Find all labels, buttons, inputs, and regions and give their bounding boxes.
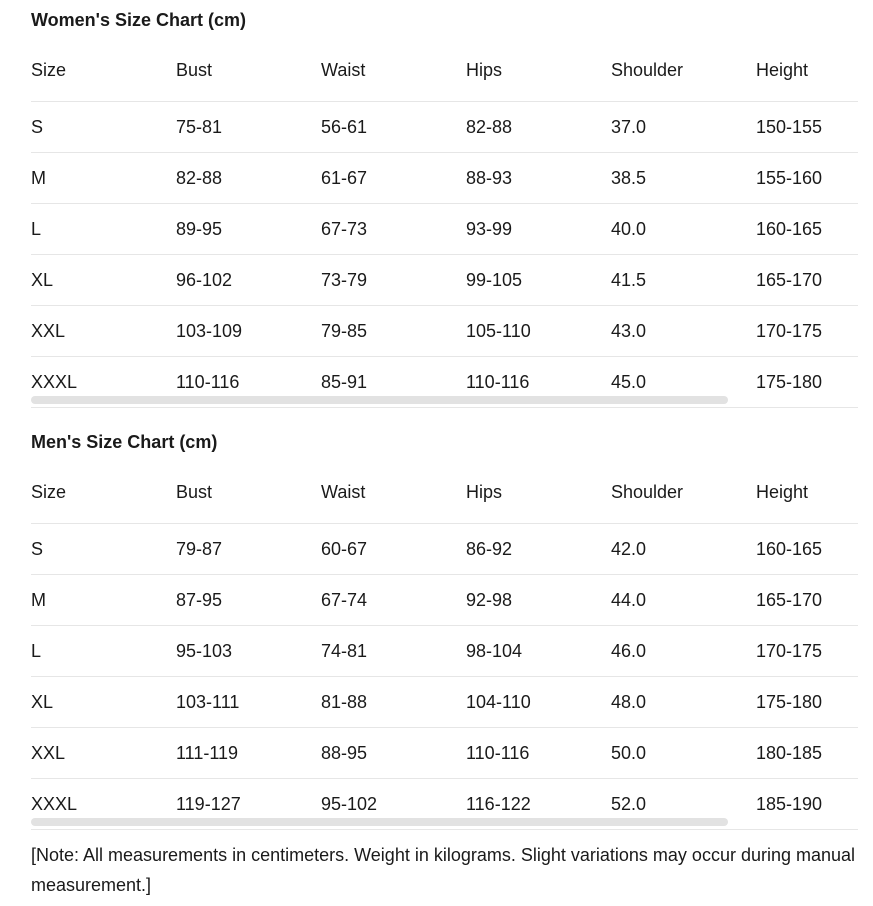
cell-waist: 67-73 [321, 204, 466, 255]
cell-shoulder: 50.0 [611, 728, 756, 779]
cell-waist: 79-85 [321, 306, 466, 357]
cell-hips: 98-104 [466, 626, 611, 677]
cell-height: 170-175 [756, 306, 858, 357]
cell-bust: 79-87 [176, 524, 321, 575]
column-header-size: Size [31, 40, 176, 102]
table-row [31, 728, 858, 779]
cell-size: XL [31, 677, 176, 728]
column-header-hips: Hips [466, 40, 611, 102]
cell-size: S [31, 102, 176, 153]
table-row [31, 255, 858, 306]
cell-size: XXXL [31, 779, 176, 830]
cell-shoulder: 37.0 [611, 102, 756, 153]
cell-hips: 82-88 [466, 102, 611, 153]
cell-waist: 61-67 [321, 153, 466, 204]
women-table-scroll-container[interactable] [31, 40, 858, 408]
cell-waist: 88-95 [321, 728, 466, 779]
women-size-table [31, 40, 858, 408]
table-row [31, 204, 858, 255]
cell-waist: 74-81 [321, 626, 466, 677]
cell-height: 175-180 [756, 357, 858, 408]
table-row [31, 524, 858, 575]
cell-size: XXL [31, 728, 176, 779]
women-chart-title: Women's Size Chart (cm) [31, 10, 246, 30]
men-size-table [31, 462, 858, 830]
cell-hips: 104-110 [466, 677, 611, 728]
cell-size: L [31, 626, 176, 677]
women-table-horizontal-scrollbar[interactable] [31, 396, 728, 404]
cell-size: M [31, 575, 176, 626]
table-row [31, 306, 858, 357]
cell-bust: 103-111 [176, 677, 321, 728]
cell-size: XL [31, 255, 176, 306]
cell-height: 150-155 [756, 102, 858, 153]
cell-size: XXL [31, 306, 176, 357]
cell-waist: 73-79 [321, 255, 466, 306]
men-table-scroll-container[interactable] [31, 462, 858, 830]
table-header-row [31, 462, 858, 524]
cell-bust: 119-127 [176, 779, 321, 830]
cell-hips: 99-105 [466, 255, 611, 306]
cell-size: S [31, 524, 176, 575]
cell-size: L [31, 204, 176, 255]
cell-shoulder: 42.0 [611, 524, 756, 575]
table-row [31, 677, 858, 728]
table-row [31, 575, 858, 626]
cell-hips: 86-92 [466, 524, 611, 575]
cell-hips: 93-99 [466, 204, 611, 255]
column-header-shoulder: Shoulder [611, 462, 756, 524]
cell-hips: 88-93 [466, 153, 611, 204]
column-header-waist: Waist [321, 462, 466, 524]
cell-hips: 110-116 [466, 357, 611, 408]
size-chart-page [31, 0, 858, 900]
cell-bust: 111-119 [176, 728, 321, 779]
cell-bust: 95-103 [176, 626, 321, 677]
cell-height: 155-160 [756, 153, 858, 204]
column-header-height: Height [756, 40, 858, 102]
cell-waist: 67-74 [321, 575, 466, 626]
cell-height: 165-170 [756, 575, 858, 626]
cell-size: M [31, 153, 176, 204]
table-row [31, 626, 858, 677]
cell-shoulder: 40.0 [611, 204, 756, 255]
cell-shoulder: 52.0 [611, 779, 756, 830]
table-row [31, 153, 858, 204]
cell-height: 160-165 [756, 524, 858, 575]
cell-waist: 81-88 [321, 677, 466, 728]
table-header-row [31, 40, 858, 102]
cell-bust: 103-109 [176, 306, 321, 357]
column-header-waist: Waist [321, 40, 466, 102]
cell-height: 180-185 [756, 728, 858, 779]
cell-waist: 95-102 [321, 779, 466, 830]
column-header-shoulder: Shoulder [611, 40, 756, 102]
cell-bust: 87-95 [176, 575, 321, 626]
table-row [31, 102, 858, 153]
cell-hips: 105-110 [466, 306, 611, 357]
cell-bust: 75-81 [176, 102, 321, 153]
column-header-size: Size [31, 462, 176, 524]
cell-shoulder: 41.5 [611, 255, 756, 306]
cell-hips: 116-122 [466, 779, 611, 830]
cell-waist: 85-91 [321, 357, 466, 408]
cell-hips: 110-116 [466, 728, 611, 779]
cell-bust: 96-102 [176, 255, 321, 306]
cell-waist: 60-67 [321, 524, 466, 575]
cell-bust: 89-95 [176, 204, 321, 255]
cell-height: 160-165 [756, 204, 858, 255]
cell-shoulder: 45.0 [611, 357, 756, 408]
cell-height: 185-190 [756, 779, 858, 830]
cell-bust: 110-116 [176, 357, 321, 408]
cell-waist: 56-61 [321, 102, 466, 153]
measurement-note: [Note: All measurements in centimeters. Weight in kilograms. Slight variations may occur during manual measurement.] [31, 845, 856, 895]
cell-bust: 82-88 [176, 153, 321, 204]
cell-height: 175-180 [756, 677, 858, 728]
column-header-hips: Hips [466, 462, 611, 524]
column-header-bust: Bust [176, 462, 321, 524]
cell-shoulder: 44.0 [611, 575, 756, 626]
cell-shoulder: 46.0 [611, 626, 756, 677]
column-header-bust: Bust [176, 40, 321, 102]
cell-height: 165-170 [756, 255, 858, 306]
men-table-horizontal-scrollbar[interactable] [31, 818, 728, 826]
men-chart-title: Men's Size Chart (cm) [31, 432, 218, 452]
cell-height: 170-175 [756, 626, 858, 677]
cell-shoulder: 48.0 [611, 677, 756, 728]
cell-hips: 92-98 [466, 575, 611, 626]
column-header-height: Height [756, 462, 858, 524]
cell-shoulder: 43.0 [611, 306, 756, 357]
cell-shoulder: 38.5 [611, 153, 756, 204]
cell-size: XXXL [31, 357, 176, 408]
